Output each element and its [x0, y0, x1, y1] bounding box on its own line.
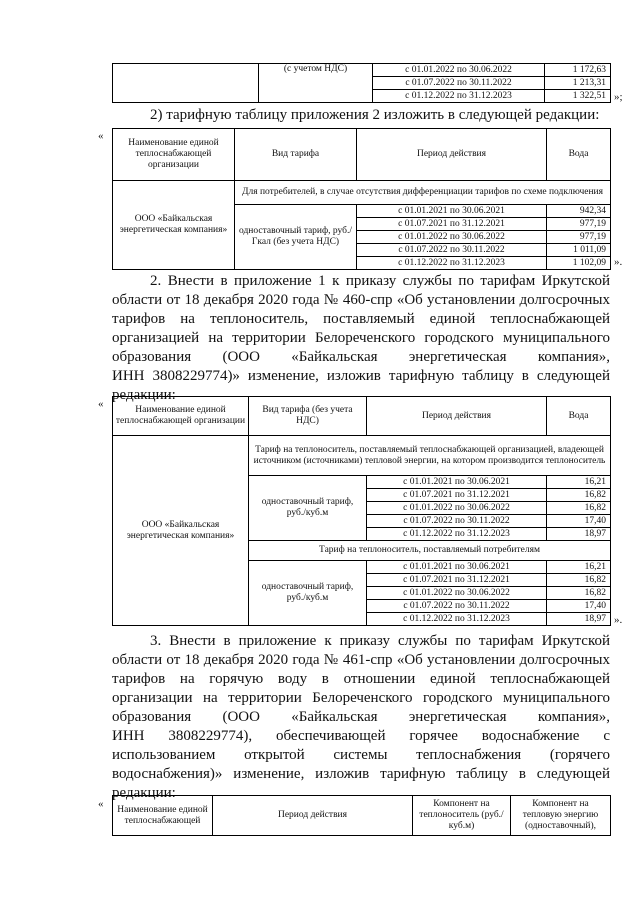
value-cell: 18,97 [547, 528, 611, 541]
period-cell: с 01.07.2021 по 31.12.2021 [357, 218, 547, 231]
org-name: ООО «Байкальская энергетическая компания» [113, 436, 249, 626]
text-line: ИНН 3808229774), обеспечивающей горячее водоснабжение с [112, 728, 610, 744]
period-cell: с 01.01.2021 по 30.06.2021 [357, 205, 547, 218]
period-cell: с 01.12.2022 по 31.12.2023 [367, 528, 547, 541]
period-cell: с 01.07.2022 по 30.11.2022 [367, 515, 547, 528]
paragraph-3 [112, 632, 610, 803]
period-cell: с 01.01.2022 по 30.06.2022 [367, 587, 547, 600]
col-header-period: Период действия [213, 796, 413, 836]
col-header-tariff: Вид тарифа (без учета НДС) [249, 397, 367, 436]
value-cell: 1 322,51 [545, 90, 611, 103]
text-line: 3. Внести в приложение к приказу службы по тарифам Иркутской [150, 633, 610, 649]
value-cell: 16,21 [547, 476, 611, 489]
tariff-type: одноставочный тариф, руб./куб.м [249, 476, 367, 541]
value-cell: 1 102,09 [547, 257, 611, 270]
top-tariff-table [112, 63, 611, 103]
section-title: Тариф на теплоноситель, поставляемый потребителям [249, 541, 611, 561]
text-line: образования (ООО «Байкальская энергетическая компания», [112, 709, 610, 725]
value-cell: 977,19 [547, 218, 611, 231]
col-header-water: Вода [547, 129, 611, 181]
tariff-table-2 [112, 128, 611, 270]
col-header-period: Период действия [357, 129, 547, 181]
close-quote: ». [614, 614, 623, 626]
tariff-table-3 [112, 396, 611, 626]
item2-text: 2) тарифную таблицу приложения 2 изложить в следующей редакции: [150, 107, 600, 123]
paragraph-2 [112, 272, 610, 405]
col-header-org: Наименование единой теплоснабжающей [113, 796, 213, 836]
period-cell: с 01.12.2022 по 31.12.2023 [373, 90, 545, 103]
value-cell: 1 213,31 [545, 77, 611, 90]
open-quote: « [98, 130, 104, 142]
text-line: организацией на территории Белореченского городского муниципального [112, 330, 610, 346]
tariff-table-4 [112, 795, 611, 836]
org-name: ООО «Байкальская энергетическая компания» [113, 181, 235, 270]
period-cell: с 01.12.2022 по 31.12.2023 [367, 613, 547, 626]
tariff-type: одноставочный тариф, руб./Гкал (без учета НДС) [235, 205, 357, 270]
text-line: редакции: [112, 387, 176, 403]
value-cell: 977,19 [547, 231, 611, 244]
text-line: 2. Внести в приложение 1 к приказу службы по тарифам Иркутской [150, 273, 610, 289]
open-quote: « [98, 798, 104, 810]
text-line: тарифов на теплоноситель, поставляемый единой теплоснабжающей [112, 311, 610, 327]
value-cell: 16,82 [547, 489, 611, 502]
period-cell: с 01.01.2022 по 30.06.2022 [357, 231, 547, 244]
section-title: Тариф на теплоноситель, поставляемый теплоснабжающей организацией, владеющей источником (источниками) тепловой энергии, на котором производится теплоноситель [249, 436, 611, 476]
closing-quote: »; [614, 91, 623, 103]
period-cell: с 01.01.2022 по 30.06.2022 [367, 502, 547, 515]
period-cell: с 01.01.2021 по 30.06.2021 [367, 476, 547, 489]
value-cell: 16,82 [547, 574, 611, 587]
text-line: редакции: [112, 785, 176, 801]
col-header-org: Наименование единой теплоснабжающей организации [113, 397, 249, 436]
section-title: Для потребителей, в случае отсутствия дифференциации тарифов по схеме подключения [235, 181, 611, 205]
tariff-type: одноставочный тариф, руб./куб.м [249, 561, 367, 626]
value-cell: 18,97 [547, 613, 611, 626]
period-cell: с 01.07.2022 по 30.11.2022 [373, 77, 545, 90]
close-quote: ». [614, 256, 623, 268]
text-line: использованием открытой системы теплоснабжения (горячего [112, 747, 610, 763]
value-cell: 17,40 [547, 515, 611, 528]
col-header-org: Наименование единой теплоснабжающей организации [113, 129, 235, 181]
value-cell: 1 011,09 [547, 244, 611, 257]
col-header-coolant: Компонент на теплоноситель (руб./куб.м) [413, 796, 511, 836]
period-cell: с 01.07.2021 по 31.12.2021 [367, 489, 547, 502]
text-line: образования (ООО «Байкальская энергетическая компания», [112, 349, 610, 365]
value-cell: 16,82 [547, 502, 611, 515]
value-cell: 1 172,63 [545, 64, 611, 77]
col-header-heat: Компонент на тепловую энергию (одноставочный), [511, 796, 611, 836]
vat-note: (с учетом НДС) [259, 64, 373, 103]
text-line: тарифов на горячую воду в отношении единой теплоснабжающей [112, 671, 610, 687]
period-cell: с 01.07.2022 по 30.11.2022 [357, 244, 547, 257]
value-cell: 942,34 [547, 205, 611, 218]
org-cell [113, 64, 259, 103]
open-quote: « [98, 398, 104, 410]
text-line: области от 18 декабря 2020 года № 461-спр «Об установлении долгосрочных [112, 652, 610, 668]
text-line: организации на территории Белореченского городского муниципального [112, 690, 610, 706]
period-cell: с 01.01.2022 по 30.06.2022 [373, 64, 545, 77]
period-cell: с 01.07.2021 по 31.12.2021 [367, 574, 547, 587]
text-line: водоснабжения)» изменение, изложив тарифную таблицу в следующей [112, 766, 610, 782]
period-cell: с 01.07.2022 по 30.11.2022 [367, 600, 547, 613]
value-cell: 16,21 [547, 561, 611, 574]
col-header-water: Вода [547, 397, 611, 436]
text-line: области от 18 декабря 2020 года № 460-спр «Об установлении долгосрочных [112, 292, 610, 308]
period-cell: с 01.12.2022 по 31.12.2023 [357, 257, 547, 270]
text-line: ИНН 3808229774)» изменение, изложив тарифную таблицу в следующей [112, 368, 610, 384]
period-cell: с 01.01.2021 по 30.06.2021 [367, 561, 547, 574]
value-cell: 17,40 [547, 600, 611, 613]
value-cell: 16,82 [547, 587, 611, 600]
col-header-period: Период действия [367, 397, 547, 436]
col-header-tariff: Вид тарифа [235, 129, 357, 181]
